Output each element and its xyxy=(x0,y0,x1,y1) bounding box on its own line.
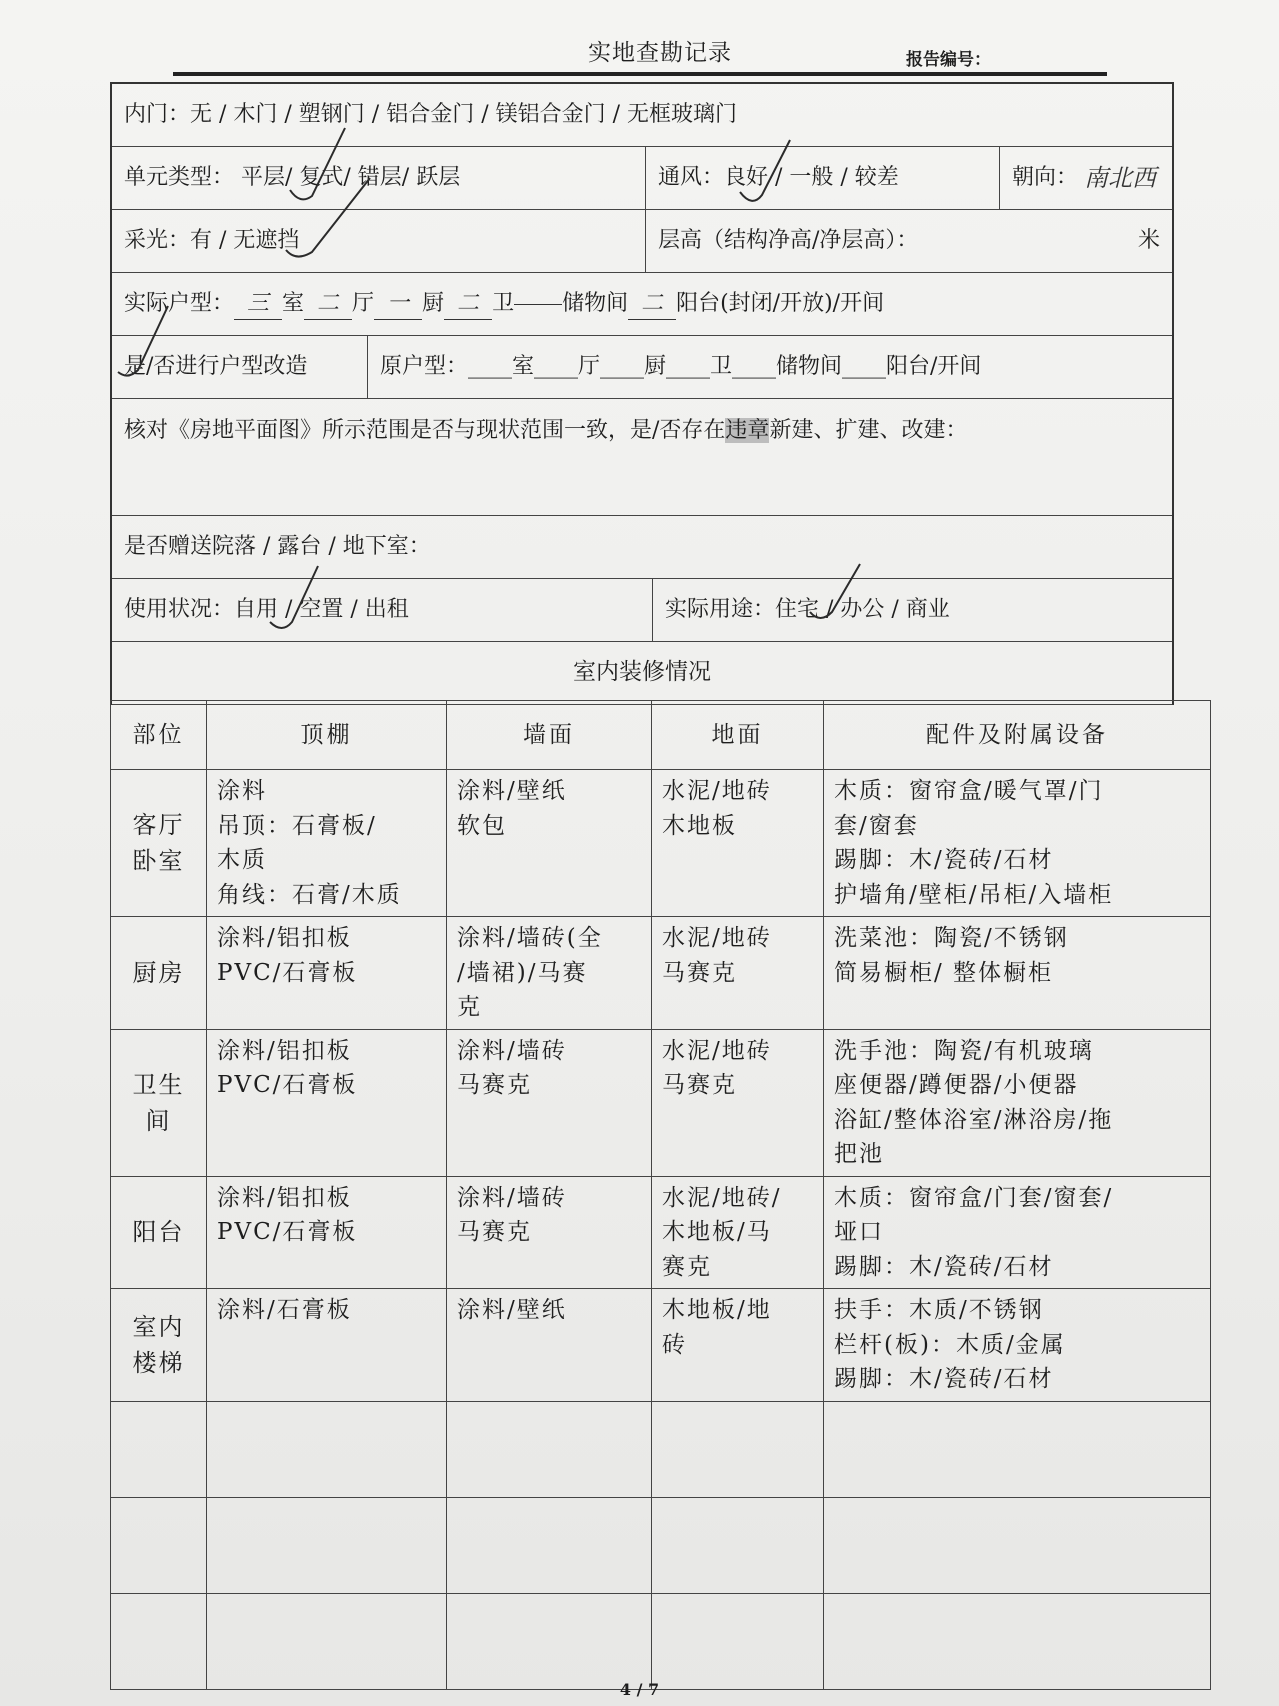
part-line: 卫生 xyxy=(132,1070,185,1099)
actual-layout-label: 实际户型： xyxy=(124,291,235,317)
gift-field[interactable]: 是否赠送院落 / 露台 / 地下室： xyxy=(124,534,431,560)
cell-fixtures[interactable] xyxy=(824,770,1211,917)
part-line: 客厅 xyxy=(132,811,185,839)
empty-row xyxy=(111,1593,1211,1689)
ceiling-option-line: PVC/石膏板 xyxy=(217,959,358,986)
document-title: 实地查勘记录 xyxy=(588,40,732,66)
empty-cell[interactable] xyxy=(447,1497,652,1593)
cell-floor[interactable] xyxy=(652,917,824,1030)
fixtures-option-line: 踢脚：木/瓷砖/石材 xyxy=(834,1253,1054,1280)
ceiling-option-line: 涂料/铝扣板 xyxy=(217,925,352,951)
cell-ceiling[interactable] xyxy=(207,1176,447,1289)
empty-cell[interactable] xyxy=(447,1593,652,1689)
col-part: 部位 xyxy=(111,701,207,770)
fixtures-option-line: 护墙角/壁柜/吊柜/入墙柜 xyxy=(834,881,1114,908)
row-inner-door xyxy=(112,84,1172,147)
wall-option-line: 克 xyxy=(457,994,482,1020)
row-part-label xyxy=(111,1289,207,1402)
scope-check-text: 核对《房地平面图》所示范围是否与现状范围一致，是/否存在 xyxy=(124,418,726,443)
cell-floor[interactable] xyxy=(652,770,824,917)
floor-height-label: 层高（结构净高/净层高）： xyxy=(658,228,919,254)
wall-option-line: 马赛克 xyxy=(457,1072,532,1098)
wall-option-line: 软包 xyxy=(457,812,507,839)
decoration-heading: 室内装修情况 xyxy=(573,659,711,686)
wall-option-line: 涂料/壁纸 xyxy=(457,1297,567,1323)
ceiling-option-line: 吊顶：石膏板/ xyxy=(217,812,377,839)
row-unit-ventilation xyxy=(112,147,1172,210)
decoration-header-row xyxy=(111,701,1211,770)
page-number: 4 / 7 xyxy=(619,1680,660,1699)
actual-layout-field[interactable] xyxy=(112,273,1172,335)
floor-option-line: 木地板/马 xyxy=(662,1219,772,1245)
survey-form xyxy=(110,82,1174,705)
decoration-row xyxy=(111,1289,1211,1402)
floor-height-unit: 米 xyxy=(1137,228,1160,254)
row-part-label xyxy=(111,917,207,1030)
cell-wall[interactable] xyxy=(447,770,652,917)
ceiling-option-line: 涂料 xyxy=(217,778,267,804)
cell-wall[interactable] xyxy=(447,1176,652,1289)
fixtures-option-line: 踢脚：木/瓷砖/石材 xyxy=(834,847,1054,873)
ceiling-option-line: 涂料/石膏板 xyxy=(217,1297,352,1323)
decoration-row xyxy=(111,1029,1211,1176)
storage-label: 储物间 xyxy=(562,291,629,317)
floor-option-line: 木地板 xyxy=(662,812,737,839)
col-floor: 地面 xyxy=(652,701,824,770)
row-gift xyxy=(112,516,1172,579)
cell-fixtures[interactable] xyxy=(824,1176,1211,1289)
fixtures-option-line: 垭口 xyxy=(834,1219,884,1245)
floor-option-line: 水泥/地砖 xyxy=(662,778,772,804)
baths-count: 二 xyxy=(444,288,492,321)
decoration-row xyxy=(111,1176,1211,1289)
part-line: 阳台 xyxy=(132,1218,185,1247)
baths-label: 卫 xyxy=(492,291,515,317)
scope-check-field[interactable] xyxy=(112,399,1172,455)
fixtures-option-line: 洗菜池：陶瓷/不锈钢 xyxy=(834,925,1069,951)
orientation-handwritten: 南北西 xyxy=(1084,163,1157,192)
empty-cell[interactable] xyxy=(824,1401,1211,1497)
cell-wall[interactable] xyxy=(447,1029,652,1176)
wall-option-line: /墙裙)/马赛 xyxy=(457,959,588,986)
unit-type-field[interactable]: 单元类型： 平层/ 复式/ 错层/ 跃层 xyxy=(112,147,646,209)
inner-door-field[interactable]: 内门：无 / 木门 / 塑钢门 / 铝合金门 / 镁铝合金门 / 无框玻璃门 xyxy=(124,102,737,128)
part-line: 厨房 xyxy=(132,958,185,987)
empty-cell[interactable] xyxy=(824,1497,1211,1593)
floor-option-line: 砖 xyxy=(662,1331,687,1358)
floor-option-line: 马赛克 xyxy=(662,959,737,986)
fixtures-option-line: 扶手：木质/不锈钢 xyxy=(834,1297,1044,1323)
row-actual-layout xyxy=(112,273,1172,336)
usage-status-field[interactable]: 使用状况：自用 / 空置 / 出租 xyxy=(112,579,653,641)
row-lighting-height xyxy=(112,210,1172,273)
empty-cell[interactable] xyxy=(207,1593,447,1689)
cell-wall[interactable] xyxy=(447,1289,652,1402)
fixtures-option-line: 套/窗套 xyxy=(834,812,919,839)
floor-option-line: 水泥/地砖 xyxy=(662,1037,772,1064)
empty-cell[interactable] xyxy=(111,1593,207,1689)
lighting-field[interactable]: 采光：有 / 无遮挡 xyxy=(112,210,646,272)
cell-floor[interactable] xyxy=(652,1289,824,1402)
empty-cell[interactable] xyxy=(207,1401,447,1497)
balconies-label: 阳台(封闭/开放)/开间 xyxy=(676,291,885,317)
ceiling-option-line: 角线：石膏/木质 xyxy=(217,881,402,908)
wall-option-line: 涂料/墙砖 xyxy=(457,1184,567,1211)
row-part-label xyxy=(111,1029,207,1176)
row-part-label xyxy=(111,1176,207,1289)
col-wall: 墙面 xyxy=(447,701,652,770)
empty-cell[interactable] xyxy=(824,1593,1211,1689)
ceiling-option-line: PVC/石膏板 xyxy=(217,1072,358,1098)
cell-ceiling[interactable] xyxy=(207,917,447,1030)
floor-option-line: 木地板/地 xyxy=(662,1297,772,1323)
halls-count: 二 xyxy=(304,288,352,321)
col-ceiling: 顶棚 xyxy=(207,701,447,770)
rooms-count: 三 xyxy=(234,288,282,321)
empty-cell[interactable] xyxy=(111,1401,207,1497)
ceiling-option-line: 涂料/铝扣板 xyxy=(217,1037,352,1064)
ceiling-option-line: 木质 xyxy=(217,847,267,873)
orientation-label: 朝向： xyxy=(1012,165,1079,191)
ceiling-option-line: PVC/石膏板 xyxy=(217,1219,358,1245)
wall-option-line: 涂料/壁纸 xyxy=(457,778,567,804)
cell-floor[interactable] xyxy=(652,1176,824,1289)
floor-option-line: 赛克 xyxy=(662,1253,712,1280)
balconies-count: 二 xyxy=(628,288,676,321)
fixtures-option-line: 把池 xyxy=(834,1141,884,1167)
fixtures-option-line: 木质：窗帘盒/门套/窗套/ xyxy=(834,1184,1114,1211)
row-decoration-heading xyxy=(112,642,1172,705)
decoration-row xyxy=(111,917,1211,1030)
floor-option-line: 水泥/地砖 xyxy=(662,925,772,951)
row-usage xyxy=(112,579,1172,642)
empty-row xyxy=(111,1497,1211,1593)
storage-count xyxy=(514,304,562,305)
part-line: 间 xyxy=(145,1106,172,1135)
rooms-label: 室 xyxy=(282,291,305,317)
floor-height-field[interactable] xyxy=(646,210,1172,272)
ceiling-option-line: 涂料/铝扣板 xyxy=(217,1184,352,1211)
scope-check-text-end: 新建、扩建、改建： xyxy=(769,418,968,443)
original-layout-field[interactable]: 原户型：____室____厅____厨____卫____储物间____阳台/开间 xyxy=(380,354,982,380)
empty-cell[interactable] xyxy=(652,1497,824,1593)
kitchens-count: 一 xyxy=(374,288,422,321)
empty-row xyxy=(111,1401,1211,1497)
scope-check-highlight: 违章 xyxy=(725,418,770,443)
floor-option-line: 水泥/地砖/ xyxy=(662,1184,782,1211)
row-scope-check xyxy=(112,399,1172,516)
cell-ceiling[interactable] xyxy=(207,1029,447,1176)
part-line: 室内 xyxy=(132,1312,185,1341)
cell-ceiling[interactable] xyxy=(207,770,447,917)
col-fixtures: 配件及附属设备 xyxy=(824,701,1211,770)
row-layout-change xyxy=(112,336,1172,399)
title-rule xyxy=(173,72,1107,76)
floor-option-line: 马赛克 xyxy=(662,1072,737,1098)
orientation-field[interactable] xyxy=(1000,147,1172,209)
fixtures-option-line: 座便器/蹲便器/小便器 xyxy=(834,1072,1079,1098)
cell-wall[interactable] xyxy=(447,917,652,1030)
cell-fixtures[interactable] xyxy=(824,1029,1211,1176)
cell-fixtures[interactable] xyxy=(824,917,1211,1030)
wall-option-line: 马赛克 xyxy=(457,1219,532,1245)
decoration-row xyxy=(111,770,1211,917)
report-number-label: 报告编号： xyxy=(906,50,991,70)
empty-cell[interactable] xyxy=(111,1497,207,1593)
part-line: 楼梯 xyxy=(132,1348,185,1377)
layout-change-field[interactable]: 是/否进行户型改造 xyxy=(112,336,368,398)
fixtures-option-line: 木质：窗帘盒/暖气罩/门 xyxy=(834,778,1104,804)
fixtures-option-line: 栏杆(板)：木质/金属 xyxy=(834,1331,1066,1358)
kitchens-label: 厨 xyxy=(422,291,445,317)
part-line: 卧室 xyxy=(132,847,185,875)
cell-fixtures[interactable] xyxy=(824,1289,1211,1402)
fixtures-option-line: 踢脚：木/瓷砖/石材 xyxy=(834,1366,1054,1392)
empty-cell[interactable] xyxy=(207,1497,447,1593)
cell-ceiling[interactable] xyxy=(207,1289,447,1402)
actual-use-field[interactable]: 实际用途：住宅 / 办公 / 商业 xyxy=(665,597,950,623)
fixtures-option-line: 简易橱柜/ 整体橱柜 xyxy=(834,959,1054,986)
empty-cell[interactable] xyxy=(652,1401,824,1497)
empty-cell[interactable] xyxy=(652,1593,824,1689)
decoration-table xyxy=(110,700,1211,1690)
halls-label: 厅 xyxy=(352,291,375,317)
empty-cell[interactable] xyxy=(447,1401,652,1497)
fixtures-option-line: 浴缸/整体浴室/淋浴房/拖 xyxy=(834,1106,1114,1133)
row-part-label xyxy=(111,770,207,917)
wall-option-line: 涂料/墙砖 xyxy=(457,1037,567,1064)
ventilation-field[interactable]: 通风：良好 / 一般 / 较差 xyxy=(646,147,1000,209)
fixtures-option-line: 洗手池：陶瓷/有机玻璃 xyxy=(834,1037,1094,1064)
cell-floor[interactable] xyxy=(652,1029,824,1176)
wall-option-line: 涂料/墙砖(全 xyxy=(457,925,603,951)
